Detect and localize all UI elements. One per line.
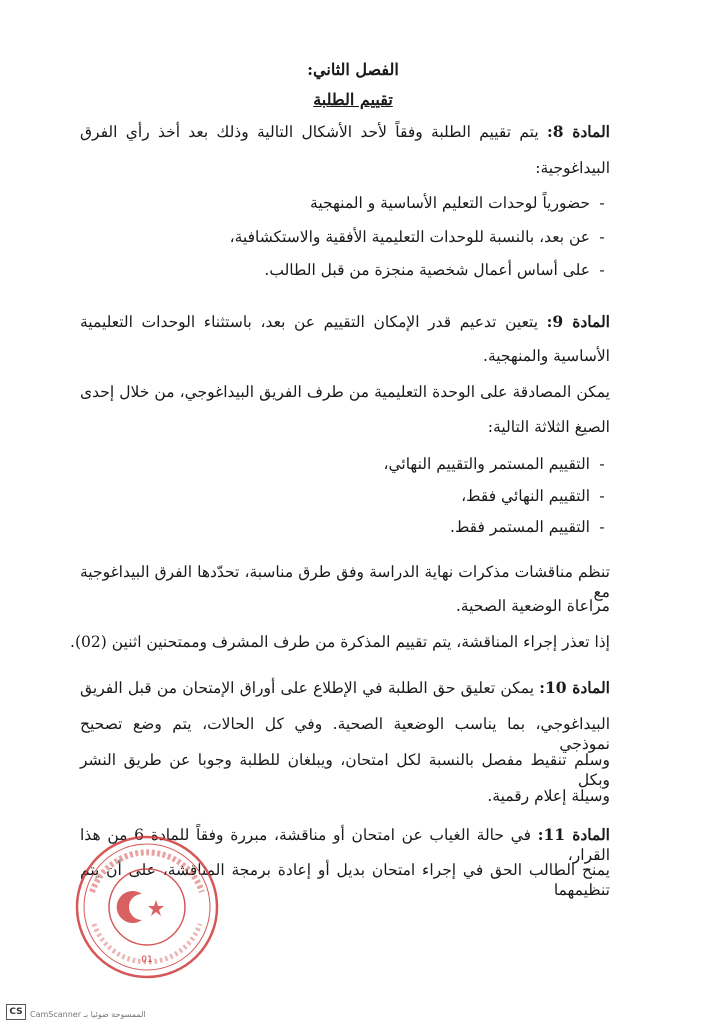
article9-para-line2: الصيغ الثلاثة التالية: — [487, 418, 610, 436]
article9-line1: المادة 9: يتعين تدعيم قدر الإمكان التقييم عن بعد، باستثناء الوحدات التعليمية — [80, 312, 610, 331]
bullet-dash: - — [599, 518, 605, 536]
article9-defense-line2: مراعاة الوضعية الصحية. — [455, 597, 610, 615]
article8-line2: البيداغوجية: — [535, 159, 610, 177]
article9-bullet-3: التقييم المستمر فقط. — [450, 518, 590, 536]
article10-line2: البيداغوجي، بما يناسب الوضعية الصحية. وفي كل الحالات، يتم وضع تصحيح نموذجي — [80, 715, 610, 753]
bullet-dash: - — [599, 194, 605, 212]
article8-bullet-3: على أساس أعمال شخصية منجزة من قبل الطالب. — [264, 261, 590, 279]
bullet-dash: - — [599, 487, 605, 505]
article10-label: المادة 10: — [539, 678, 610, 697]
bullet-dash: - — [599, 261, 605, 279]
bullet-dash: - — [599, 455, 605, 473]
article8-line1: المادة 8: يتم تقييم الطلبة وفقاً لأحد الأشكال التالية وذلك بعد أخذ رأي الفرق — [80, 122, 610, 141]
article9-bullet-2: التقييم النهائي فقط، — [461, 487, 590, 505]
article9-bullet-1: التقييم المستمر والتقييم النهائي، — [383, 455, 590, 473]
scanner-footer — [0, 1002, 706, 1024]
article10-line4: وسيلة إعلام رقمية. — [487, 787, 610, 805]
article10-line3: وسلم تنقيط مفصل بالنسبة لكل امتحان، ويبلغان للطلبة وجوبا عن طريق النشر وبكل — [80, 751, 610, 789]
official-stamp — [72, 832, 222, 982]
article8-label: المادة 8: — [546, 122, 610, 141]
article11-line1: المادة 11: في حالة الغياب عن امتحان أو مناقشة، مبررة وفقاً للمادة 6 من هذا القرار، — [80, 825, 610, 864]
article9-line2: الأساسية والمنهجية. — [483, 347, 610, 365]
star-crescent-emblem — [117, 891, 164, 923]
article9-defense-line1: تنظم مناقشات مذكرات نهاية الدراسة وفق طرق مناسبة، تحدّدها الفرق البيداغوجية مع — [80, 563, 610, 601]
article9-label: المادة 9: — [546, 312, 610, 331]
article10-line1: المادة 10: يمكن تعليق حق الطلبة في الإطلاع على أوراق الإمتحان من قبل الفريق — [80, 678, 610, 697]
article11-label: المادة 11: — [537, 825, 610, 844]
camscanner-text: CamScanner الممسوحة ضوئيا بـ — [30, 1010, 146, 1019]
chapter-subheading: تقييم الطلبة — [313, 90, 393, 109]
chapter-heading: الفصل الثاني: — [307, 60, 399, 79]
article8-bullet-2: عن بعد، بالنسبة للوحدات التعليمية الأفقية والاستكشافية، — [229, 228, 590, 246]
camscanner-logo: CS — [6, 1004, 26, 1020]
article9-para-line1: يمكن المصادقة على الوحدة التعليمية من طرف الفريق البيداغوجي، من خلال إحدى — [80, 383, 610, 401]
article9-defense-line3: إذا تعذر إجراء المناقشة، يتم تقييم المذكرة من طرف المشرف وممتحنين اثنين (02). — [70, 633, 610, 651]
bullet-dash: - — [599, 228, 605, 246]
article8-bullet-1: حضورياً لوحدات التعليم الأساسية و المنهجية — [310, 194, 590, 212]
article11-line2: يمنح الطالب الحق في إجراء امتحان بديل أو إعادة برمجة المناقشة، على أن يتم تنظيمهما — [80, 861, 610, 899]
stamp-number: 01 — [141, 955, 153, 965]
